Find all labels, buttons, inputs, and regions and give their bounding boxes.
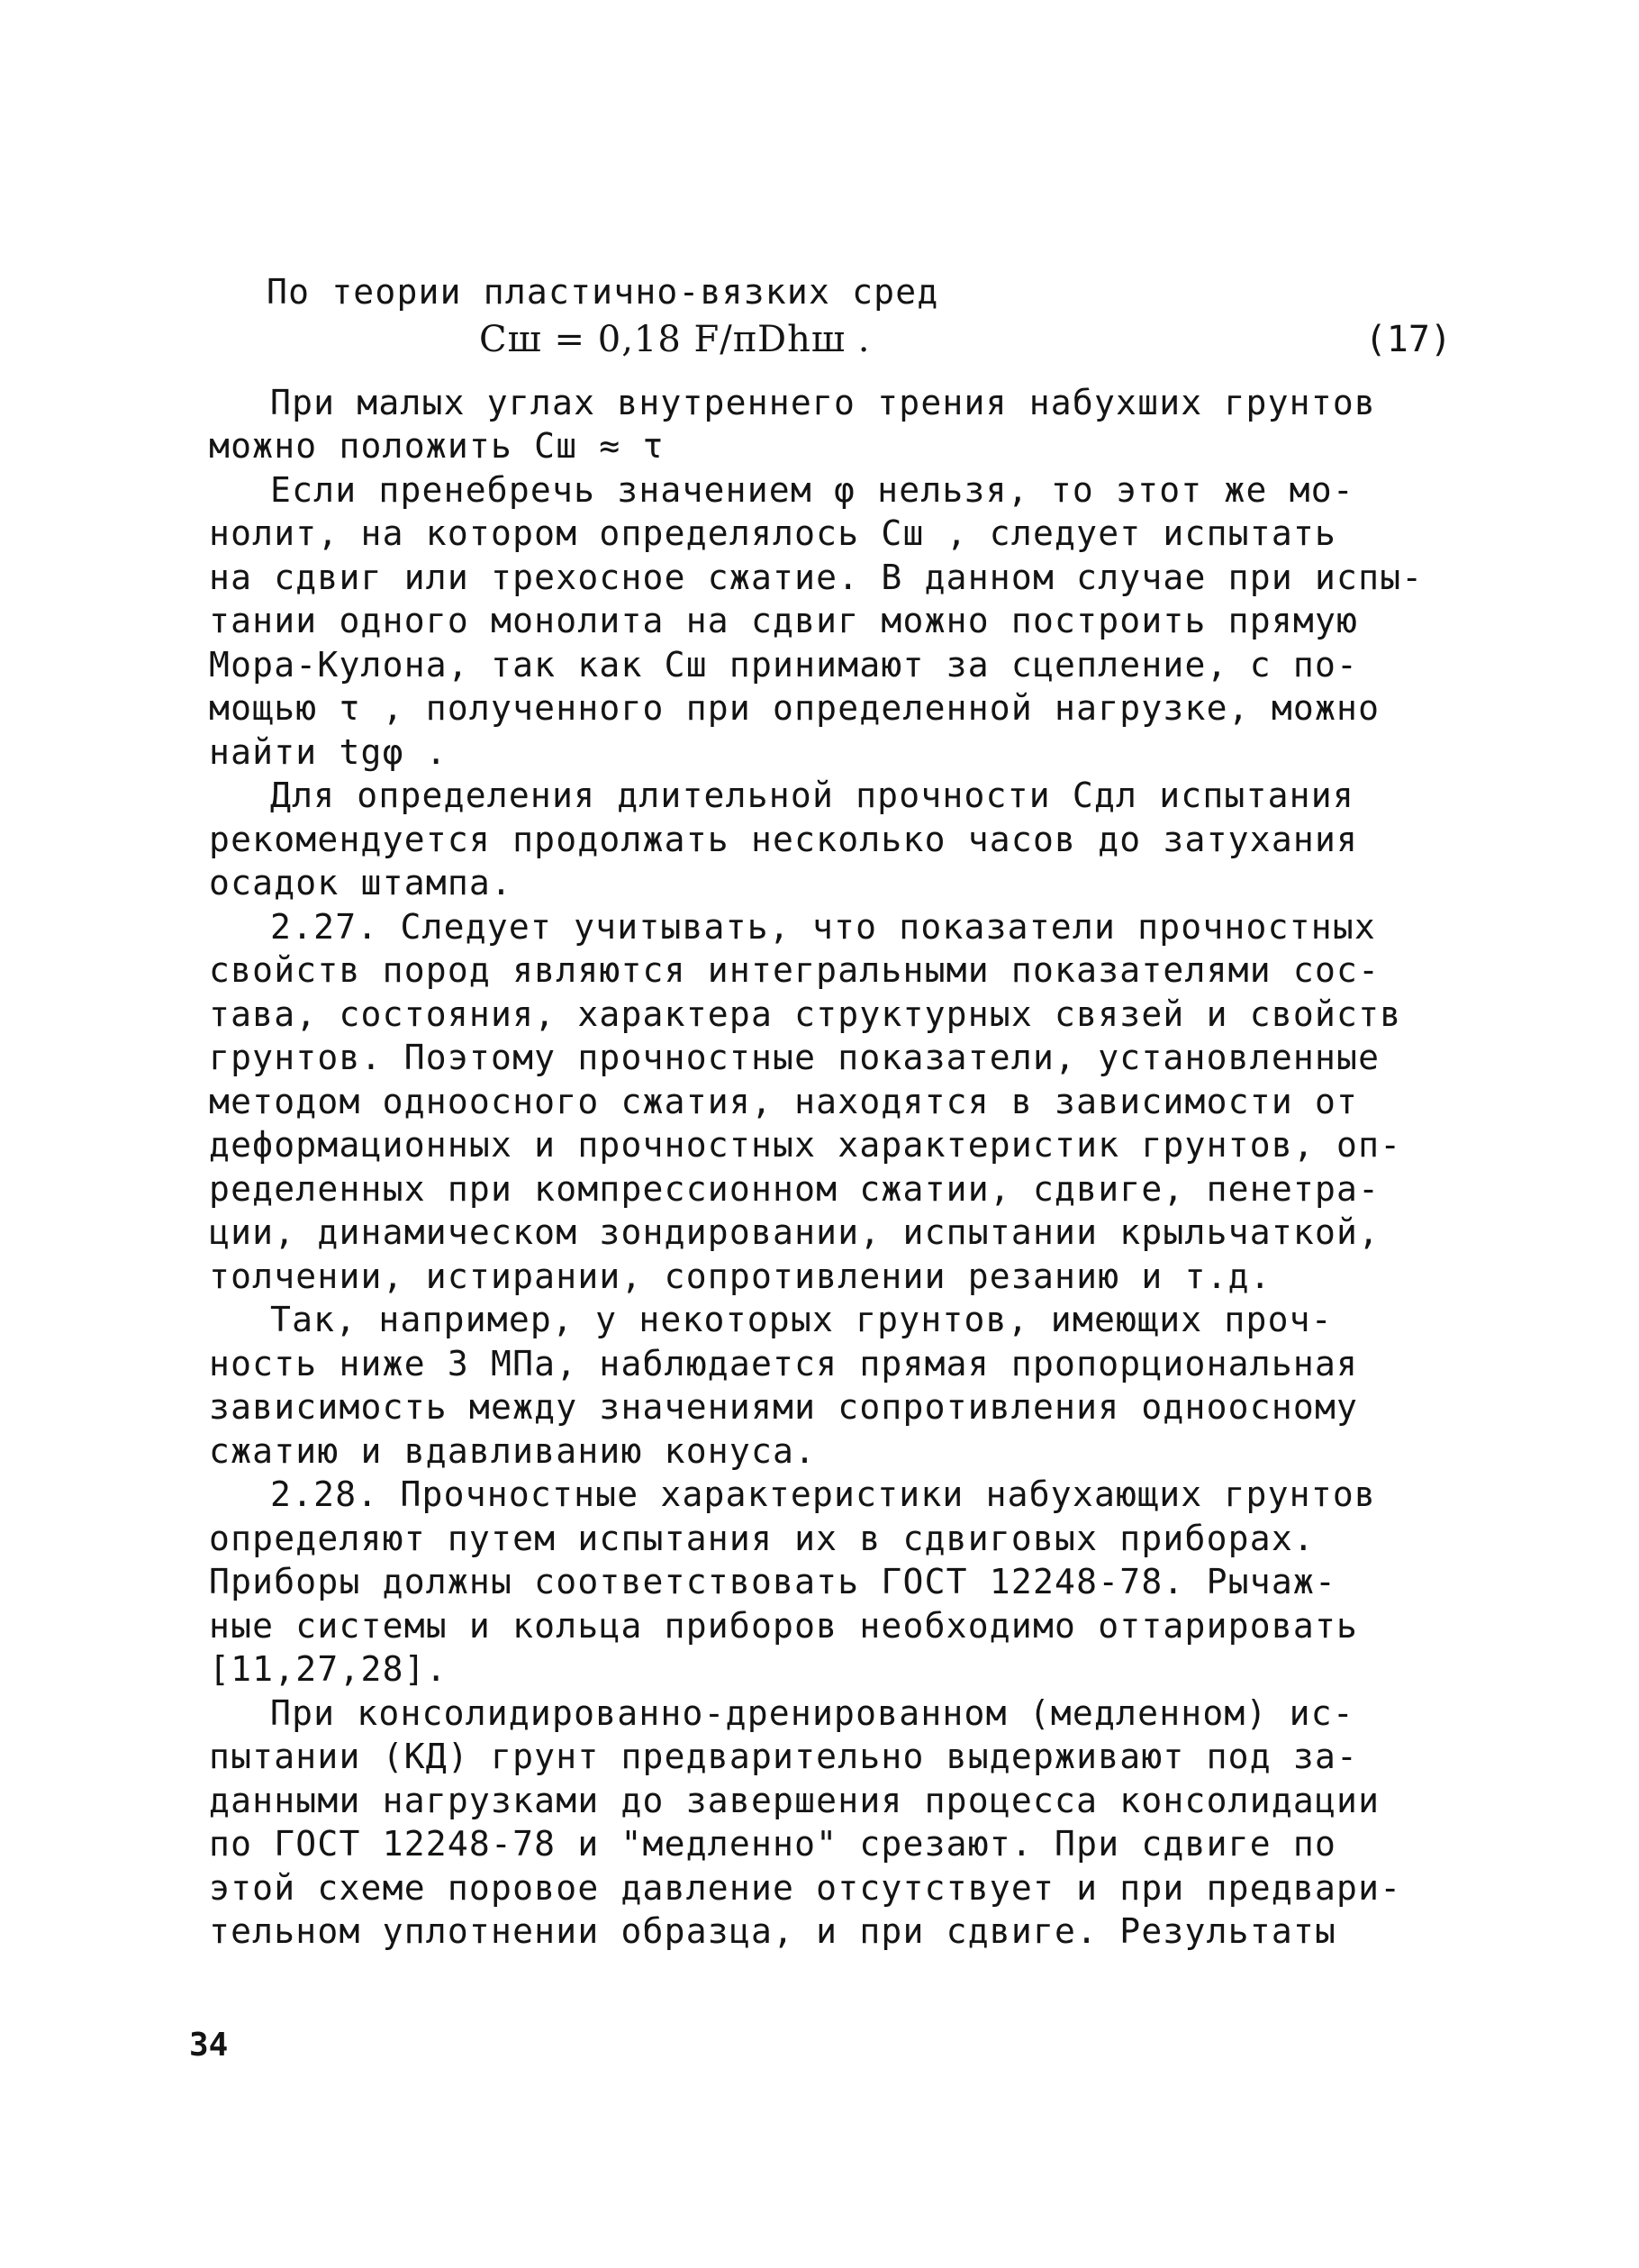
text-line: При консолидированно-дренированном (медленном) ис- [270, 1692, 1354, 1733]
body-text [209, 270, 1452, 1954]
text-line: ные системы и кольца приборов необходимо оттарировать [209, 1605, 1359, 1646]
text-line: на сдвиг или трехосное сжатие. В данном случае при испы- [209, 557, 1424, 597]
text-line: данными нагрузками до завершения процесса консолидации [209, 1780, 1381, 1820]
text-line: грунтов. Поэтому прочностные показатели, установленные [209, 1038, 1381, 1077]
text-line: Так, например, у некоторых грунтов, имеющих проч- [270, 1300, 1333, 1339]
text-line: найти tgφ . [209, 731, 448, 772]
text-line: осадок штампа. [209, 863, 513, 903]
text-line: пытании (КД) грунт предварительно выдерживают под за- [209, 1737, 1359, 1776]
text-line: тава, состояния, характера структурных связей и свойств [209, 993, 1402, 1034]
text-line: свойств пород являются интегральными показателями сос- [209, 950, 1381, 990]
text-line: тельном уплотнении образца, и при сдвиге. Результаты [209, 1911, 1337, 1951]
text-line: нолит, на котором определялось Cш , следует испытать [209, 513, 1337, 553]
text-line: Для определения длительной прочности Cдл испытания [270, 776, 1354, 815]
text-line: ределенных при компрессионном сжатии, сдвиге, пенетра- [209, 1168, 1381, 1209]
formula-17 [209, 314, 1452, 365]
section-2-28-start: 2.28. Прочностные характеристики набухающих грунтов [270, 1474, 1376, 1514]
text-line: сжатию и вдавливанию конуса. [209, 1430, 817, 1471]
text-line: можно положить Cш ≈ τ [209, 426, 665, 466]
text-line: ность ниже 3 МПа, наблюдается прямая пропорциональная [209, 1343, 1359, 1383]
text-line: Мора-Кулона, так как Cш принимают за сцепление, с по- [209, 644, 1359, 685]
text-line: Приборы должны соответствовать ГОСТ 12248-78. Рычаж- [209, 1562, 1337, 1601]
text-line: определяют путем испытания их в сдвиговых приборах. [209, 1518, 1315, 1558]
text-line: Если пренебречь значением φ нельзя, то этот же мо- [270, 469, 1354, 510]
text-line: методом одноосного сжатия, находятся в зависимости от [209, 1081, 1359, 1121]
text-line: деформационных и прочностных характеристик грунтов, оп- [209, 1125, 1402, 1165]
text-line: зависимость между значениями сопротивления одноосному [209, 1387, 1359, 1427]
text-line: рекомендуется продолжать несколько часов до затухания [209, 819, 1359, 859]
text-line: тании одного монолита на сдвиг можно построить прямую [209, 601, 1359, 640]
text-line: мощью τ , полученного при определенной нагрузке, можно [209, 688, 1381, 728]
formula-number: (17) [1364, 318, 1452, 360]
text-line: этой схеме поровое давление отсутствует и при предвари- [209, 1867, 1402, 1908]
text-line: [11,27,28]. [209, 1649, 448, 1689]
formula-expression: Cш = 0,18 F/πDhш . [479, 318, 871, 360]
text-line: При малых углах внутреннего трения набухших грунтов [270, 382, 1376, 422]
page-number: 34 [189, 2027, 229, 2064]
section-2-27-start: 2.27. Следует учитывать, что показатели прочностных [270, 906, 1376, 947]
text-line: ции, динамическом зондировании, испытании крыльчаткой, [209, 1212, 1381, 1252]
text-line: толчении, истирании, сопротивлении резанию и т.д. [209, 1256, 1272, 1296]
intro-line: По теории пластично-вязких сред [267, 272, 939, 312]
text-line: по ГОСТ 12248-78 и "медленно" срезают. При сдвиге по [209, 1824, 1337, 1864]
